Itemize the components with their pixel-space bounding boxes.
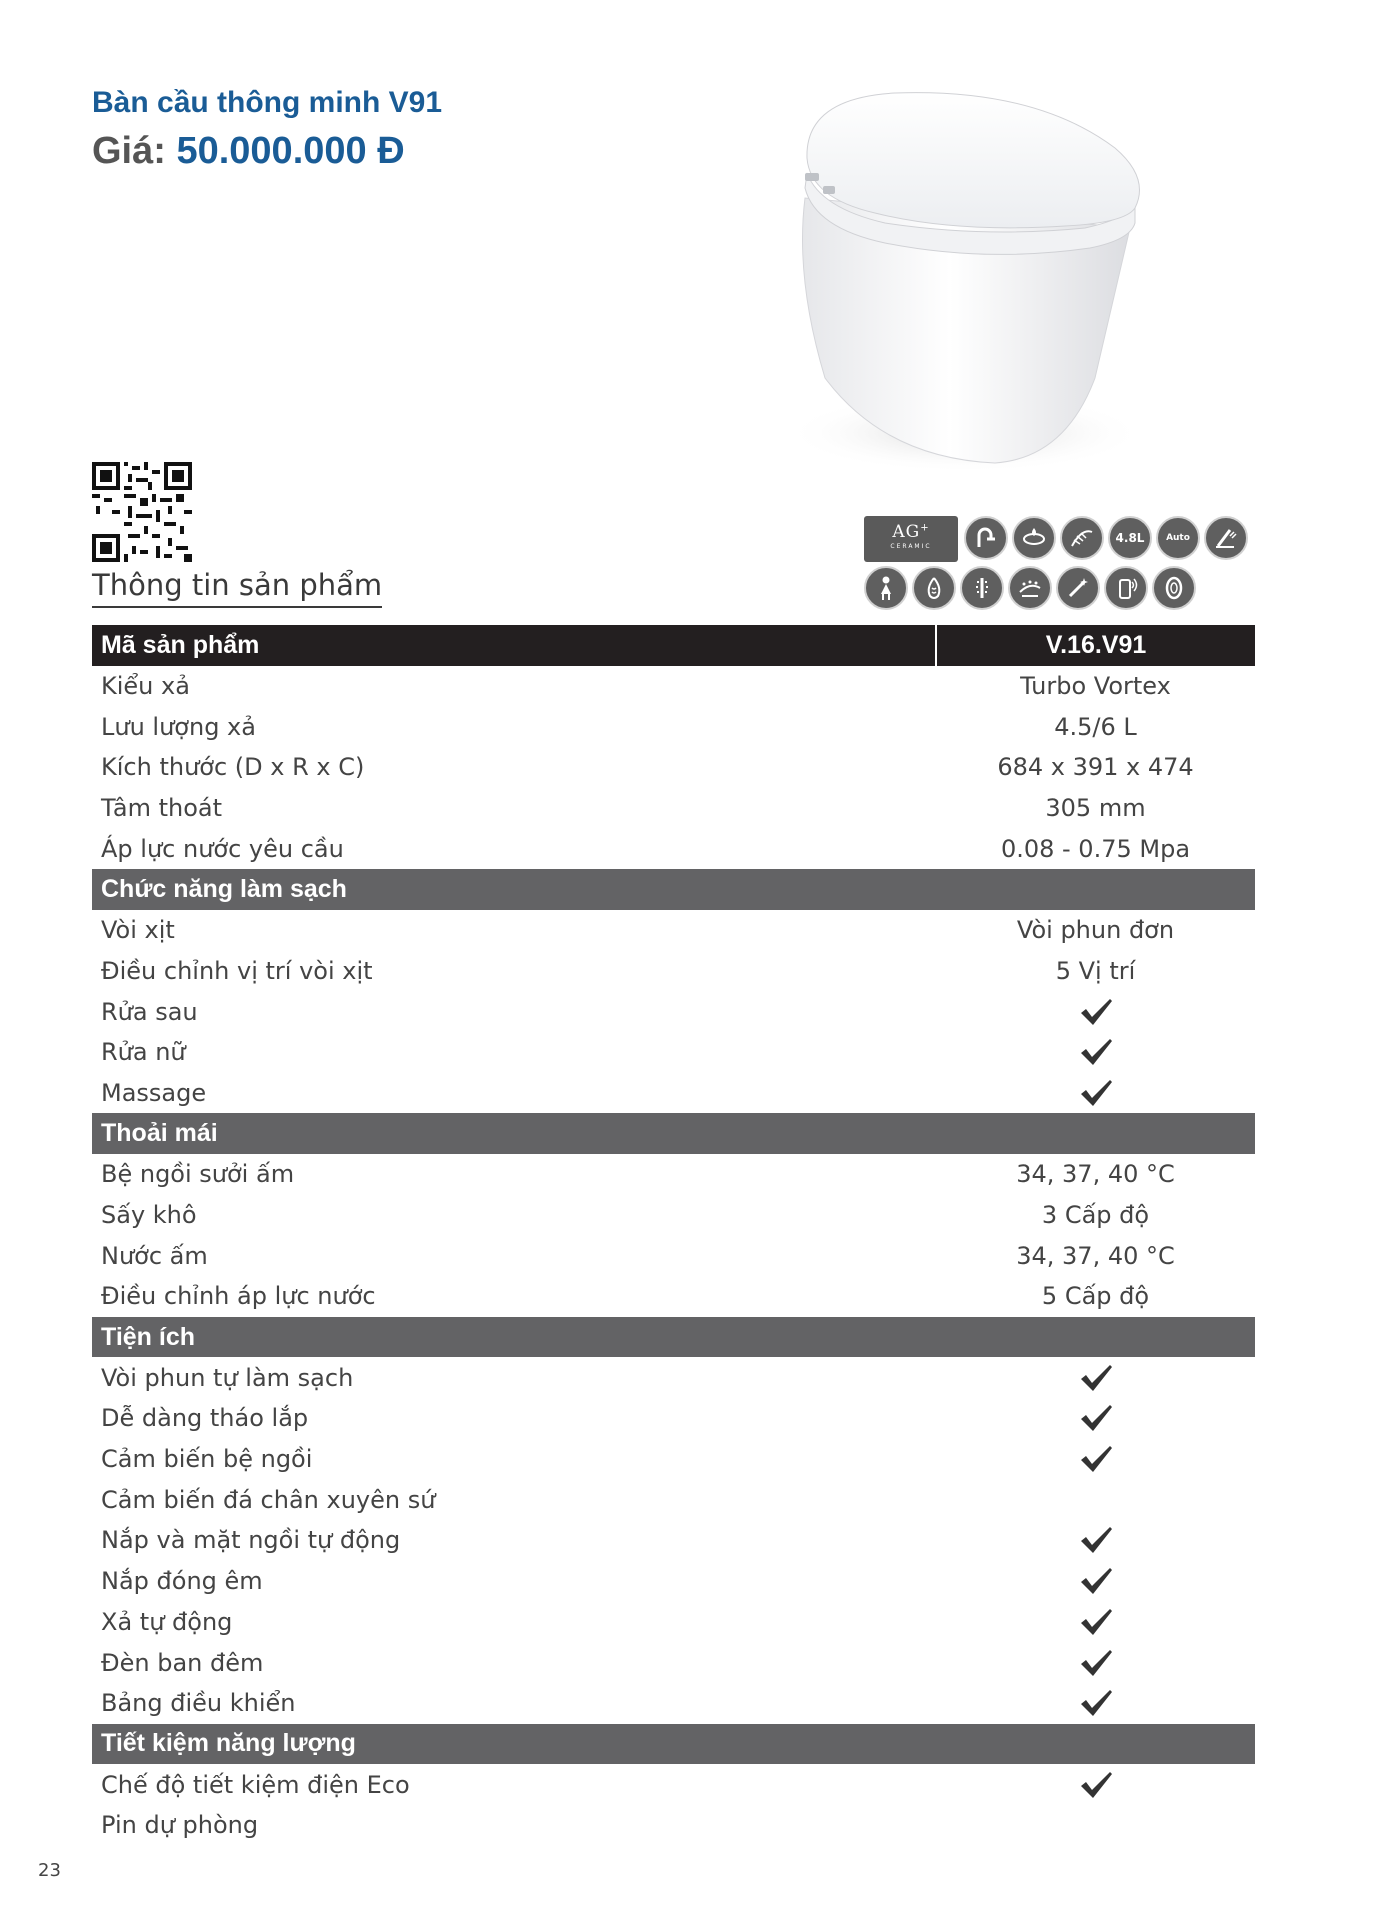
seat-lift-icon bbox=[1204, 516, 1248, 560]
ag-ceramic-badge bbox=[864, 516, 958, 562]
checkmark-icon bbox=[1078, 1607, 1114, 1635]
row-value bbox=[936, 1032, 1255, 1073]
table-row bbox=[92, 991, 1255, 1032]
row-value bbox=[936, 1520, 1255, 1561]
qr-code bbox=[92, 462, 192, 562]
table-row bbox=[92, 1520, 1255, 1561]
row-value bbox=[936, 1073, 1255, 1114]
row-label: Kích thước (D x R x C) bbox=[101, 753, 365, 782]
category-title: Thoải mái bbox=[92, 1113, 1255, 1154]
row-value: 5 Vị trí bbox=[1055, 956, 1136, 985]
row-label: Xả tự động bbox=[101, 1607, 233, 1636]
checkmark-icon bbox=[1078, 1037, 1114, 1065]
table-row bbox=[92, 1154, 1255, 1195]
table-row bbox=[92, 1032, 1255, 1073]
remote-control-icon bbox=[1104, 566, 1148, 610]
row-label: Tâm thoát bbox=[101, 794, 222, 823]
table-row bbox=[92, 1479, 1255, 1520]
checkmark-icon bbox=[1078, 1078, 1114, 1106]
checkmark-icon bbox=[1078, 1525, 1114, 1553]
row-label: Cảm biến bệ ngồi bbox=[101, 1445, 313, 1474]
row-value: 305 mm bbox=[1045, 794, 1146, 823]
checkmark-icon bbox=[1078, 1566, 1114, 1594]
category-title: Tiết kiệm năng lượng bbox=[92, 1724, 1255, 1765]
checkmark-icon bbox=[1078, 1363, 1114, 1391]
page-number: 23 bbox=[38, 1860, 61, 1881]
row-value bbox=[936, 1398, 1255, 1439]
category-row bbox=[92, 1113, 1255, 1154]
table-header-row bbox=[92, 625, 1255, 666]
table-row bbox=[92, 1073, 1255, 1114]
swirl-flush-icon bbox=[1012, 516, 1056, 560]
row-label: Rửa sau bbox=[101, 997, 198, 1026]
category-row bbox=[92, 1724, 1255, 1765]
row-value: Vòi phun đơn bbox=[1016, 916, 1175, 945]
rim-flush-icon bbox=[1060, 516, 1104, 560]
row-value bbox=[936, 1764, 1255, 1805]
table-row bbox=[92, 1276, 1255, 1317]
ag-badge-text: AG bbox=[892, 522, 921, 542]
row-label: Điều chỉnh vị trí vòi xịt bbox=[101, 956, 373, 985]
table-row bbox=[92, 1439, 1255, 1480]
row-label: Nắp đóng êm bbox=[101, 1567, 263, 1596]
row-label: Kiểu xả bbox=[101, 672, 190, 701]
flow-volume-icon bbox=[1108, 516, 1152, 560]
checkmark-icon bbox=[1078, 1648, 1114, 1676]
siphon-icon bbox=[964, 516, 1008, 560]
row-value: 4.5/6 L bbox=[1054, 712, 1137, 741]
table-row bbox=[92, 828, 1255, 869]
row-value bbox=[936, 1642, 1255, 1683]
row-label: Rửa nữ bbox=[101, 1038, 186, 1067]
auto-flush-icon bbox=[1156, 516, 1200, 560]
row-label: Pin dự phòng bbox=[101, 1811, 259, 1840]
row-value: V.16.V91 bbox=[936, 625, 1255, 666]
table-row bbox=[92, 1683, 1255, 1724]
table-row bbox=[92, 1764, 1255, 1805]
row-label: Bệ ngồi sưởi ấm bbox=[101, 1160, 295, 1189]
row-label: Chế độ tiết kiệm điện Eco bbox=[101, 1770, 410, 1799]
row-value bbox=[936, 1602, 1255, 1643]
table-row bbox=[92, 1235, 1255, 1276]
ag-badge-sup: + bbox=[920, 522, 930, 534]
table-row bbox=[92, 1195, 1255, 1236]
table-row bbox=[92, 1398, 1255, 1439]
flow-badge-text: 4.8L bbox=[1115, 531, 1145, 545]
row-value: 3 Cấp độ bbox=[1041, 1200, 1150, 1229]
spray-nozzle-icon bbox=[960, 566, 1004, 610]
checkmark-icon bbox=[1078, 1403, 1114, 1431]
self-clean-icon bbox=[1056, 566, 1100, 610]
row-label: Nắp và mặt ngồi tự động bbox=[101, 1526, 401, 1555]
table-row bbox=[92, 666, 1255, 707]
checkmark-icon bbox=[1078, 997, 1114, 1025]
row-label: Sấy khô bbox=[101, 1200, 197, 1229]
table-row bbox=[92, 1357, 1255, 1398]
table-row bbox=[92, 1642, 1255, 1683]
table-row bbox=[92, 706, 1255, 747]
row-value bbox=[936, 1805, 1255, 1846]
feature-badges bbox=[864, 514, 1264, 614]
row-label: Áp lực nước yêu cầu bbox=[101, 834, 344, 863]
row-value bbox=[936, 1357, 1255, 1398]
table-row bbox=[92, 1602, 1255, 1643]
warm-water-icon bbox=[912, 566, 956, 610]
category-row bbox=[92, 1317, 1255, 1358]
table-row bbox=[92, 1805, 1255, 1846]
row-value bbox=[936, 1683, 1255, 1724]
row-label: Bảng điều khiển bbox=[101, 1689, 296, 1718]
section-heading: Thông tin sản phẩm bbox=[92, 568, 382, 608]
massage-icon bbox=[1008, 566, 1052, 610]
row-label: Dễ dàng tháo lắp bbox=[101, 1404, 309, 1433]
row-value bbox=[936, 991, 1255, 1032]
row-label: Nước ấm bbox=[101, 1241, 208, 1270]
table-row bbox=[92, 788, 1255, 829]
table-row bbox=[92, 910, 1255, 951]
spec-table bbox=[92, 625, 1255, 1846]
price-amount: 50.000.000 Đ bbox=[176, 130, 405, 172]
row-label: Vòi xịt bbox=[101, 916, 175, 945]
row-label: Lưu lượng xả bbox=[101, 712, 256, 741]
row-value: Turbo Vortex bbox=[1020, 672, 1171, 701]
row-value: 5 Cấp độ bbox=[1041, 1282, 1150, 1311]
row-value bbox=[936, 1479, 1255, 1520]
product-title: Bàn cầu thông minh V91 bbox=[92, 86, 443, 119]
row-value: 684 x 391 x 474 bbox=[997, 753, 1194, 782]
category-title: Tiện ích bbox=[92, 1317, 1255, 1358]
row-value: 34, 37, 40 °C bbox=[1016, 1241, 1175, 1270]
feminine-wash-icon bbox=[864, 566, 908, 610]
checkmark-icon bbox=[1078, 1770, 1114, 1798]
row-value bbox=[936, 1439, 1255, 1480]
row-label: Đèn ban đêm bbox=[101, 1648, 264, 1677]
row-label: Vòi phun tự làm sạch bbox=[101, 1363, 354, 1392]
auto-badge-text: Auto bbox=[1166, 533, 1190, 543]
row-label: Massage bbox=[101, 1078, 207, 1107]
category-title: Chức năng làm sạch bbox=[92, 869, 1255, 910]
table-row bbox=[92, 951, 1255, 992]
row-value: 0.08 - 0.75 Mpa bbox=[1000, 834, 1191, 863]
price-label: Giá: bbox=[92, 130, 166, 172]
row-label: Mã sản phẩm bbox=[92, 625, 936, 666]
toilet-product-image bbox=[735, 78, 1175, 478]
row-value: 34, 37, 40 °C bbox=[1016, 1160, 1175, 1189]
row-label: Cảm biến đá chân xuyên sứ bbox=[101, 1485, 436, 1514]
row-value bbox=[936, 1561, 1255, 1602]
category-row bbox=[92, 869, 1255, 910]
ag-badge-subtext: CERAMIC bbox=[890, 543, 932, 550]
row-label: Điều chỉnh áp lực nước bbox=[101, 1282, 376, 1311]
table-row bbox=[92, 747, 1255, 788]
checkmark-icon bbox=[1078, 1444, 1114, 1472]
table-row bbox=[92, 1561, 1255, 1602]
product-price bbox=[92, 130, 405, 173]
seat-heat-icon bbox=[1152, 566, 1196, 610]
checkmark-icon bbox=[1078, 1688, 1114, 1716]
